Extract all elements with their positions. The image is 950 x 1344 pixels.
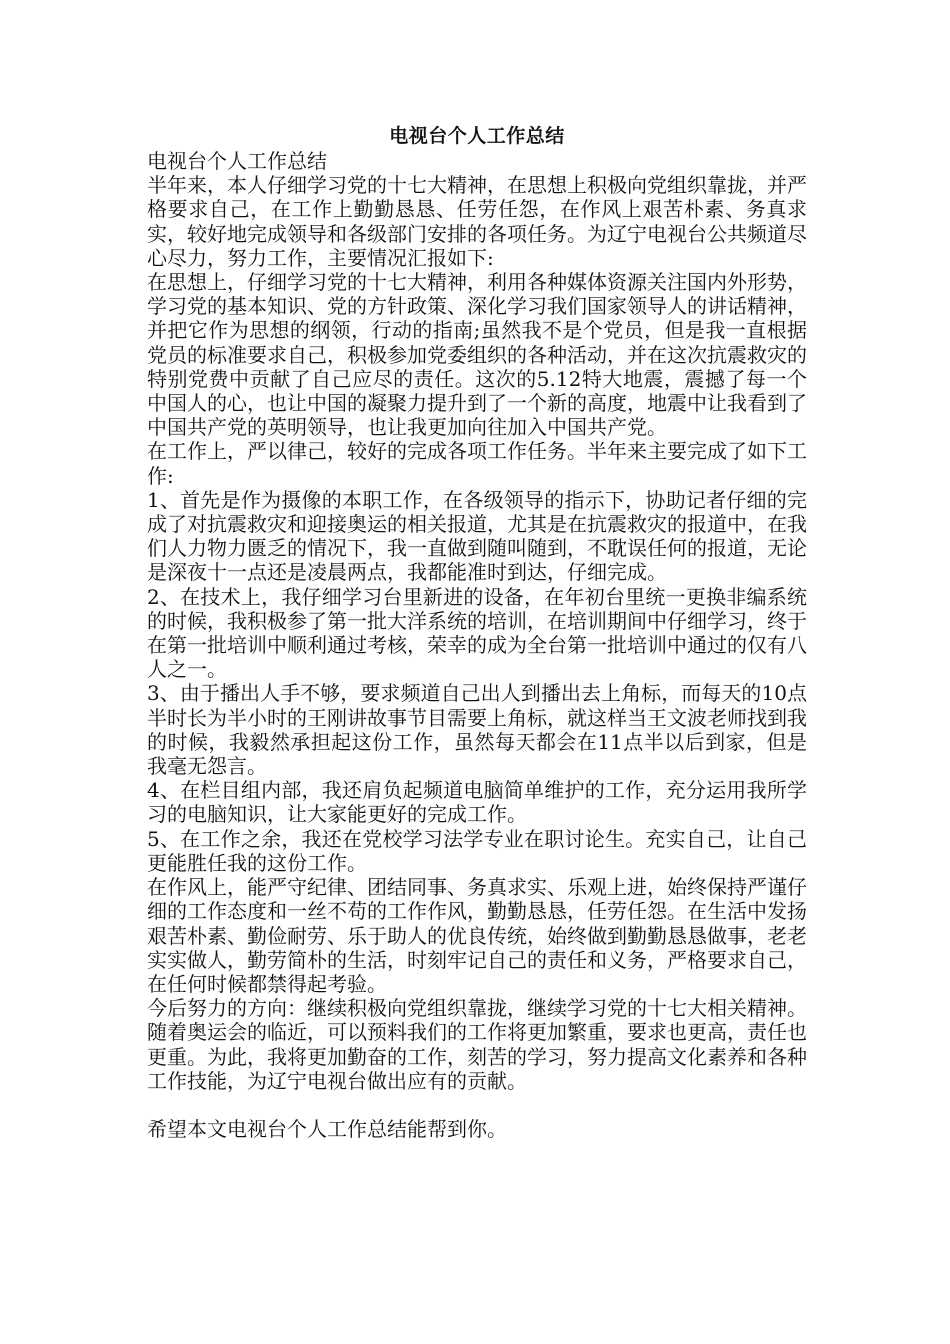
- paragraph-spacer: [147, 1093, 807, 1117]
- closing-line: 希望本文电视台个人工作总结能帮到你。: [147, 1116, 507, 1141]
- paragraph-subtitle: 电视台个人工作总结: [147, 149, 327, 173]
- document-title: 电视台个人工作总结: [389, 125, 565, 147]
- paragraph-work-intro: 在工作上，严以律己，较好的完成各项工作任务。半年来主要完成了如下工作:: [147, 439, 807, 488]
- paragraph-thought: 在思想上，仔细学习党的十七大精神，利用各种媒体资源关注国内外形势，学习党的基本知识、党的方针政策、深化学习我们国家领导人的讲话精神，并把它作为思想的纲领，行动的指南;虽然我不是个党员，但是我一直根据党员的标准要求自己，积极参加党委组织的各种活动，并在这次抗震救灾的特别党费中贡献了自己应尽的责任。这次的5.12特大地震，震撼了每一个中国人的心，也让中国的凝聚力提升到了一个新的高度，地震中让我看到了中国共产党的英明领导，也让我更加向往加入中国共产党。: [147, 270, 807, 440]
- paragraph-item-3: 3、由于播出人手不够，要求频道自己出人到播出去上角标，而每天的10点半时长为半小时的王刚讲故事节目需要上角标，就这样当王文波老师找到我的时候，我毅然承担起这份工作，虽然每天都会在11点半以后到家，但是我毫无怨言。: [147, 681, 807, 779]
- paragraph-future: 今后努力的方向：继续积极向党组织靠拢，继续学习党的十七大相关精神。随着奥运会的临近，可以预料我们的工作将更加繁重，要求也更高，责任也更重。为此，我将更加勤奋的工作，刻苦的学习，努力提高文化素养和各种工作技能，为辽宁电视台做出应有的贡献。: [147, 996, 807, 1093]
- paragraph-intro: 半年来，本人仔细学习党的十七大精神，在思想上积极向党组织靠拢，并严格要求自己，在工作上勤勤恳恳、任劳任怨，在作风上艰苦朴素、务真求实，较好地完成领导和各级部门安排的各项任务。为辽宁电视台公共频道尽心尽力，努力工作，主要情况汇报如下:: [147, 173, 807, 270]
- paragraph-style: 在作风上，能严守纪律、团结同事、务真求实、乐观上进，始终保持严谨仔细的工作态度和一丝不苟的工作作风，勤勤恳恳，任劳任怨。在生活中发扬艰苦朴素、勤俭耐劳、乐于助人的优良传统，始终做到勤勤恳恳做事，老老实实做人，勤劳简朴的生活，时刻牢记自己的责任和义务，严格要求自己，在任何时候都禁得起考验。: [147, 875, 807, 996]
- paragraph-item-2: 2、在技术上，我仔细学习台里新进的设备，在年初台里统一更换非编系统的时候，我积极参了第一批大洋系统的培训，在培训期间中仔细学习，终于在第一批培训中顺利通过考核，荣幸的成为全台第一批培训中通过的仅有八人之一。: [147, 584, 807, 682]
- document-page: [147, 124, 807, 1141]
- paragraph-item-5: 5、在工作之余，我还在党校学习法学专业在职讨论生。充实自己，让自己更能胜任我的这份工作。: [147, 826, 807, 875]
- paragraph-item-4: 4、在栏目组内部，我还肩负起频道电脑简单维护的工作，充分运用我所学习的电脑知识，让大家能更好的完成工作。: [147, 778, 807, 827]
- paragraph-item-1: 1、首先是作为摄像的本职工作，在各级领导的指示下，协助记者仔细的完成了对抗震救灾和迎接奥运的相关报道，尤其是在抗震救灾的报道中，在我们人力物力匮乏的情况下，我一直做到随叫随到，不耽误任何的报道，无论是深夜十一点还是凌晨两点，我都能准时到达，仔细完成。: [147, 487, 807, 585]
